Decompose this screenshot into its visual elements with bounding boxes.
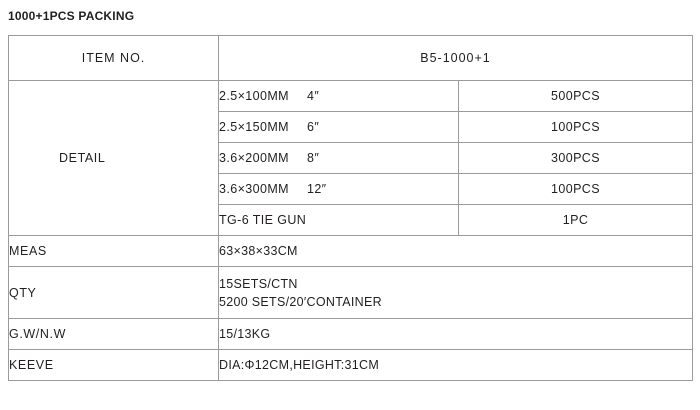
detail-size-5: TG-6 TIE GUN xyxy=(219,205,459,236)
table-row-gw-nw xyxy=(9,319,693,350)
header-item-no: ITEM NO. xyxy=(9,36,219,81)
qty-line-1: 15SETS/CTN xyxy=(219,276,298,291)
packing-spec-table xyxy=(8,35,693,381)
detail-qty-1: 500PCS xyxy=(459,81,693,112)
meas-label: MEAS xyxy=(9,236,219,267)
gw-nw-label: G.W/N.W xyxy=(9,319,219,350)
detail-label: DETAIL xyxy=(9,81,219,236)
detail-inch-text-1: 4″ xyxy=(306,89,320,103)
keeve-label: KEEVE xyxy=(9,350,219,381)
table-row-qty xyxy=(9,267,693,319)
detail-size-4 xyxy=(219,174,459,205)
detail-size-text-4: 3.6×300MM xyxy=(219,182,289,196)
qty-label: QTY xyxy=(9,267,219,319)
meas-value: 63×38×33CM xyxy=(219,236,693,267)
table-header-row xyxy=(9,36,693,81)
detail-size-2 xyxy=(219,112,459,143)
detail-size-1 xyxy=(219,81,459,112)
detail-qty-5: 1PC xyxy=(459,205,693,236)
header-model-value: B5-1000+1 xyxy=(219,36,693,81)
detail-size-text-2: 2.5×150MM xyxy=(219,120,289,134)
detail-inch-text-2: 6″ xyxy=(306,120,320,134)
table-row xyxy=(9,81,693,112)
keeve-value: DIA:Φ12CM,HEIGHT:31CM xyxy=(219,350,693,381)
detail-qty-3: 300PCS xyxy=(459,143,693,174)
detail-qty-2: 100PCS xyxy=(459,112,693,143)
qty-value xyxy=(219,267,693,319)
table-row-meas xyxy=(9,236,693,267)
detail-inch-text-4: 12″ xyxy=(306,182,327,196)
gw-nw-value: 15/13KG xyxy=(219,319,693,350)
detail-inch-text-3: 8″ xyxy=(306,151,320,165)
detail-size-text-3: 3.6×200MM xyxy=(219,151,289,165)
table-row-keeve xyxy=(9,350,693,381)
detail-size-text-1: 2.5×100MM xyxy=(219,89,289,103)
page-title: 1000+1PCS PACKING xyxy=(8,9,135,23)
qty-line-2: 5200 SETS/20′CONTAINER xyxy=(219,294,382,309)
detail-size-3 xyxy=(219,143,459,174)
detail-qty-4: 100PCS xyxy=(459,174,693,205)
